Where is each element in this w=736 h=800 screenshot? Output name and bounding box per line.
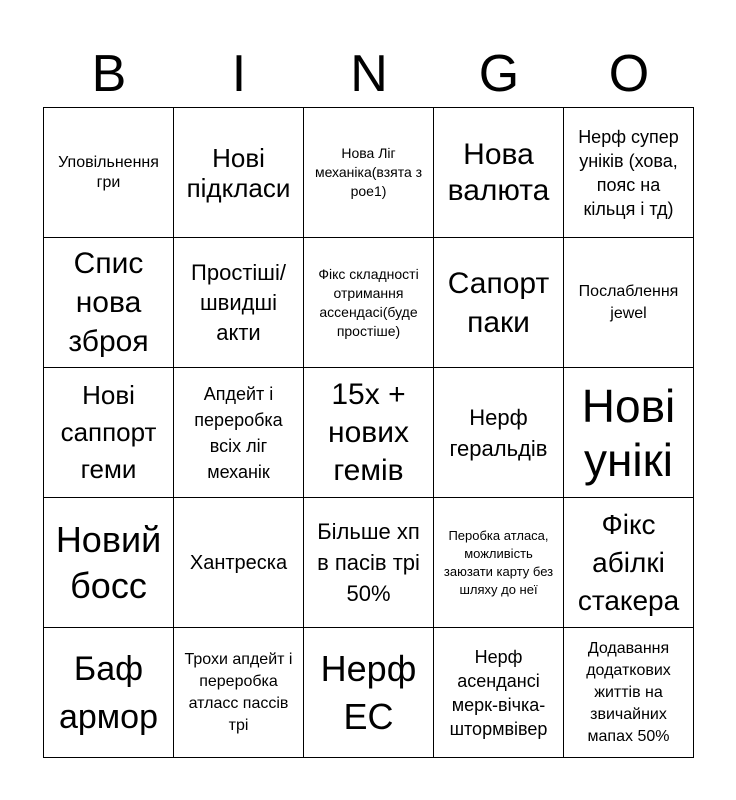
bingo-cell[interactable]: [304, 108, 434, 238]
bingo-cell[interactable]: [304, 368, 434, 498]
cell-text: Хантреска: [189, 551, 288, 574]
cell-text: Нерф асендансі мерк-вічка-штормвівер: [449, 646, 548, 739]
bingo-cell[interactable]: [564, 108, 694, 238]
bingo-cell[interactable]: [564, 498, 694, 628]
bingo-cell[interactable]: [564, 368, 694, 498]
cell-text: Нова валюта: [447, 137, 550, 207]
cell-text: Додавання додаткових життів на звичайних мапах 50%: [586, 639, 671, 745]
bingo-cell[interactable]: [174, 628, 304, 758]
cell-text: Спис нова зброя: [68, 247, 149, 358]
cell-text: Нові підкласи: [186, 142, 291, 203]
cell-text: Нерф геральдів: [449, 404, 548, 461]
cell-text: Трохи апдейт і переробка атласс пассів трі: [184, 650, 293, 734]
bingo-cell[interactable]: [174, 498, 304, 628]
cell-text: Нерф супер уніків (хова, пояс на кільця і тд): [578, 126, 679, 219]
bingo-cell[interactable]: [434, 628, 564, 758]
bingo-cell[interactable]: [44, 498, 174, 628]
cell-text: Нерф ЕС: [320, 647, 417, 737]
cell-text: Сапорт паки: [447, 266, 550, 339]
bingo-cell[interactable]: [174, 108, 304, 238]
bingo-cell[interactable]: [304, 498, 434, 628]
header-letter-o: O: [608, 45, 650, 103]
header-letter-g: G: [478, 45, 520, 103]
bingo-cell[interactable]: [44, 628, 174, 758]
cell-text: Фікс складності отримання ассендасі(буде простіше): [318, 265, 419, 339]
cell-text: Перобка атласа, можливість заюзати карту без шляху до неї: [443, 527, 554, 597]
cell-text: Нові унікі: [581, 379, 676, 486]
cell-text: Уповільнення гри: [58, 153, 159, 191]
bingo-cell[interactable]: [434, 238, 564, 368]
cell-text: Нова Ліг механіка(взята з рое1): [314, 145, 423, 199]
bingo-cell[interactable]: [44, 238, 174, 368]
bingo-cell[interactable]: [44, 108, 174, 238]
bingo-cell[interactable]: [434, 368, 564, 498]
bingo-header: [44, 44, 694, 104]
cell-text: Простіші/ швидші акти: [191, 259, 286, 345]
bingo-cell[interactable]: [174, 238, 304, 368]
cell-text: Апдейт і переробка всіх ліг механік: [194, 383, 283, 482]
bingo-grid: [43, 107, 694, 758]
bingo-cell[interactable]: [174, 368, 304, 498]
cell-text: Нові саппорт геми: [60, 380, 157, 484]
header-letter-n: N: [350, 45, 388, 103]
cell-text: Більше хп в пасів трі 50%: [317, 519, 420, 606]
header-letter-i: I: [231, 45, 247, 103]
bingo-cell[interactable]: [434, 498, 564, 628]
cell-text: Новий босс: [55, 518, 162, 606]
bingo-cell[interactable]: [564, 628, 694, 758]
cell-text: Баф армор: [58, 649, 158, 736]
header-letter-b: B: [91, 45, 127, 103]
bingo-cell[interactable]: [44, 368, 174, 498]
bingo-cell[interactable]: [304, 628, 434, 758]
bingo-cell[interactable]: [564, 238, 694, 368]
cell-text: Послаблення jewel: [578, 282, 679, 322]
cell-text: Фікс абілкі стакера: [577, 508, 680, 616]
bingo-cell[interactable]: [304, 238, 434, 368]
cell-text: 15x + нових гемів: [328, 377, 409, 487]
bingo-cell[interactable]: [434, 108, 564, 238]
